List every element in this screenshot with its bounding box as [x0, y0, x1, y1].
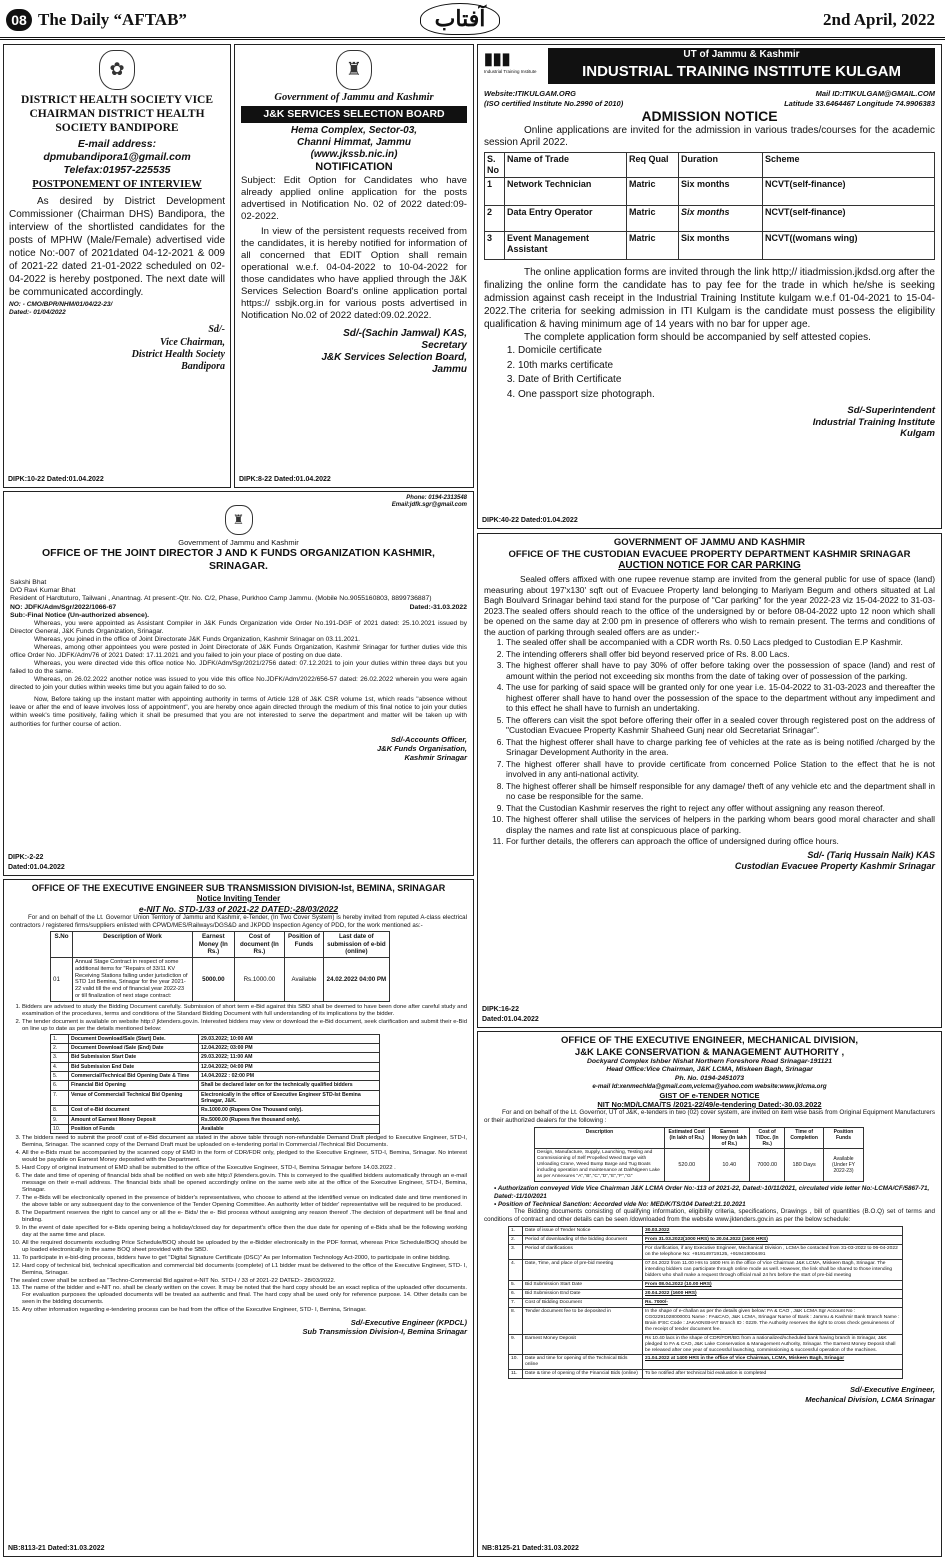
- ad-bemina-tender: [3, 879, 474, 1557]
- evac-dipk: DIPK:16-22: [482, 1006, 519, 1014]
- funds-dated: Dated:01.04.2022: [8, 864, 65, 872]
- funds-ref-no: NO: JDFK/Adm/Sgr/2022/1066-67: [10, 603, 117, 611]
- iti-mail: Mail ID:ITIKULGAM@GMAIL.COM: [815, 89, 935, 99]
- iti-intro: Online applications are invited for the admission in various trades/courses for the academic session April 2022.: [484, 124, 935, 149]
- lcma-title-1: OFFICE OF THE EXECUTIVE ENGINEER, MECHANICAL DIVISION,: [561, 1035, 858, 1046]
- bemina-notes-2: [10, 1135, 467, 1276]
- ad-district-health-society: [3, 44, 231, 488]
- funds-gov: Government of Jammu and Kashmir: [178, 538, 299, 547]
- table-row: 4. Date, Time, and place of pre-bid meeting 07.04.2022 from 11.00 Hrs to 1600 Hrs in the office of Vice Chairman J&K LCMA, Miskeen Bagh, Srinagar. The intending bidders can participate through online mode as well. However, the link shall be shared to those intending bidders who shall make a request through official mail 24 hrs before the start of pre-bid meeting: [509, 1259, 903, 1280]
- list-item: 5. The offerers can visit the spot before offering their offer in a sealed cover through registered post on the address of "Custodian Evacuee Property Kashmir Shaheed Gunj near old Secretariat Srinagar".: [506, 715, 935, 736]
- funds-sign-1: Sd/-Accounts Officer,: [390, 734, 467, 744]
- iti-th-qual: Req Qual: [627, 153, 679, 178]
- list-item: 3. The bidders need to submit the proof/ cost of e-Bid document as stated in the above table through non-refundable Demand Draft pledged to Executive Engineer, STD-I, Bemina, Srinagar. The scanned copy of the Demand Draft must be uploaded on e-tendering portal in Commercial /Technical Bid Documents.: [22, 1135, 467, 1149]
- jkssb-website: (www.jkssb.nic.in): [310, 149, 398, 161]
- table-row: 4. Bid Submission End Date 12.04.2022; 04:00 PM: [51, 1062, 380, 1071]
- bemina-sub: Notice Inviting Tender: [196, 893, 281, 903]
- jkssb-dipk: DIPK:8-22 Dated:01.04.2022: [239, 476, 331, 484]
- table-row: 2. Period of downloading of the bidding document From 31.03.2022(1000 HRS) to 20.04.2022 (1600 HRS): [509, 1235, 903, 1244]
- table-row: 6. Financial Bid Opening Shall be declared later on for the technically qualified bidders: [51, 1081, 380, 1090]
- dhs-email-label: E-mail address:: [77, 138, 157, 151]
- list-item: 1. The sealed offer shall be accompanied with a CDR worth Rs. 0.50 Lacs pledged to Custodian E.P Kashmir.: [506, 637, 935, 648]
- bemina-th-emd: Earnest Money (In Rs.): [193, 932, 235, 958]
- funds-title: OFFICE OF THE JOINT DIRECTOR J AND K FUNDS ORGANIZATION KASHMIR, SRINAGAR.: [42, 547, 435, 572]
- list-item: 9. That the Custodian Kashmir reserves the right to reject any offer without assigning any reason thereof.: [506, 803, 935, 814]
- lcma-addr-1: Dockyard Complex Ishber Nishat Northern Foreshore Road Srinagar-191121: [586, 1058, 832, 1066]
- dhs-body: As desired by District Development Commissioner (Chairman DHS) Bandipora, the interview of the shortlisted candidates for the posts of MPHW (Male/Female) advertised vide notice No:-007 of 2021dated 04-12-2021 & 009 of 2021-22 dated 21-01-2022 scheduled on 02-04-2022 is hereby postponed. The next date will be communicated accordingly.: [9, 195, 225, 298]
- table-row: 8. Cost of e-Bid document Rs.1000.00 (Rupees One Thousand only).: [51, 1106, 380, 1115]
- lcma-nit: NIT No:MD/LCMA/TS /2021-22/49/e-tendering Dated:-30.03.2022: [597, 1099, 822, 1109]
- evac-sign-2: Custodian Evacuee Property Kashmir Srinagar: [734, 860, 935, 871]
- list-item: 11. For further details, the offerers can approach the office of undersigned during office hours.: [506, 836, 935, 847]
- list-item: 4. One passport size photograph.: [518, 388, 935, 402]
- paper-name: The Daily “AFTAB”: [38, 10, 187, 29]
- jkssb-subject: Subject: Edit Option for Candidates who have already applied online application for the posts advertised in Notification No. 02 of 2022 dated:09-02-2022.: [241, 174, 467, 222]
- jkssb-address-2: Channi Himmat, Jammu: [297, 137, 411, 149]
- funds-addressee-3: Resident of Hardtuturo, Tailwani , Anantnag. At present:-Qtr. No. C/2, Phase, Purkhoo Camp Jammu. (Mobile No.9055160803, 8899736887): [10, 595, 432, 603]
- jkssb-sign-3: J&K Services Selection Board,: [321, 352, 467, 364]
- dhs-dipk: DIPK:10-22 Dated:01.04.2022: [8, 476, 104, 484]
- lcma-title-2: J&K LAKE CONSERVATION & MANAGEMENT AUTHORITY ,: [574, 1046, 845, 1058]
- dhs-sign-1: Sd/-: [208, 324, 225, 336]
- table-row: 3. Bid Submission Start Date 29.03.2022; 11:00 AM: [51, 1053, 380, 1062]
- bemina-sign-2: Sub Transmission Division-I, Bemina Srinagar: [302, 1327, 467, 1337]
- list-item: 6. That the highest offerer shall have to charge parking fee of vehicles at the rate as is being notified /charged by the Srinagar Development Authority in the area.: [506, 737, 935, 758]
- iti-website: Website:ITIKULGAM.ORG: [484, 89, 576, 99]
- ad-jkssb: [234, 44, 474, 488]
- bemina-th-cost: Cost of document (In Rs.): [234, 932, 284, 958]
- funds-subject: Sub:-Final Notice (Un-authorized absence).: [10, 611, 149, 619]
- list-item: 13. The name of the bidder and e-NIT no. shall be clearly written on the cover. It may be noted that the hard copy should be an exact replica of the uploaded offer documents. For evaluation purposes the uploaded documents will be treated as authentic and final. The hard copy shall be used only for reference purpose. 14. Other details can be seen in the bidding documents.: [22, 1285, 467, 1306]
- iti-sign-2: Industrial Training Institute: [812, 416, 935, 428]
- funds-email: Email:jdfk.sgr@gmail.com: [391, 502, 467, 509]
- lcma-th-emd: Earnest Money (In lakh of Rs.): [709, 1128, 749, 1149]
- bemina-work-table: [50, 931, 390, 1002]
- dhs-sign-3: District Health Society: [131, 348, 225, 360]
- lcma-intro: For and on behalf of the Lt. Governor, UT of J&K, e-tenders in two (02) cover system, are invited on item wise basis from Original Equipment Manufacturers or their authorized dealers for the following :: [484, 1108, 935, 1124]
- list-item: 4. All the e-Bids must be accompanied by the scanned copy of EMD in the form of CDR/FDR only, pledged to the Executive Engineer, STD-I, Bemina, Srinagar. No interest would be payable on Earnest Money deposited with the Department.: [22, 1150, 467, 1164]
- bemina-intro: For and on behalf of the Lt. Governor Union Territory of Jammu and Kashmir, e-Tender, (In Two Cover System) is hereby invited from reputed A-class electrical contractors / registered firms/suppliers enlisted with CPWD/MES/Railways/DGS&D and JKPDD Inspection Agency of PDD, for the work mentioned as:-: [10, 914, 467, 929]
- table-row: 5. Bid Submission Start Date From 08.04.2022 (10.00 HRS): [509, 1280, 903, 1289]
- bemina-sign-1: Sd/-Executive Engineer (KPDCL): [350, 1317, 467, 1327]
- bemina-nb: NB:8113-21 Dated:31.03.2022: [8, 1545, 105, 1553]
- funds-phone: Phone: 0194-2313548: [406, 495, 467, 501]
- iti-trades-table: [484, 152, 935, 260]
- evac-terms-list: [484, 637, 935, 847]
- funds-p5: Whereas, on 26.02.2022 another notice was issued to you vide this office No.JDFK/Adm/2022/656-57 dated: 26.02.2022 wherein you were again directed to join your duties within weeks time but you again failed to do so.: [10, 676, 467, 692]
- ad-jk-funds: [3, 491, 474, 876]
- table-row: 11. Date & time of opening of the Financial Bids (online) To be notified after technical bid evaluation is completed: [509, 1370, 903, 1379]
- table-row: 01 Annual Stage Contract in respect of some additional items for "Repairs of 33/11 KV Receiving Stations falling under jurisdiction of STD 1st Bemina, Srinagar for the year 2021-22 valid till the end of financial year 2022-23 or till finalization of next stage contract: 5000.00 Rs.1000.00 Available 24.02.2022 04:00 PM: [51, 957, 390, 1001]
- lcma-gist: GIST OF e-TENDER NOTICE: [659, 1090, 760, 1100]
- list-item: 10. All the required documents excluding Price Schedule/BOQ should be uploaded by the e-Bidder electronically in the PDF format, whereas Price Schedule/BOQ should be up loaded electronically in the same BOQ sheet provided with the SBD.: [22, 1240, 467, 1254]
- list-item: 15. Any other information regarding e-tendering process can be had from the office of the Executive Engineer, STD- I, Bemina, Srinagar.: [22, 1307, 467, 1314]
- iti-th-sno: S. No: [485, 153, 505, 178]
- bemina-th-sno: S.No: [51, 932, 73, 958]
- bemina-notes-3: [10, 1285, 467, 1314]
- list-item: 7. The highest offerer shall have to provide certificate from concerned Police Station to the effect that he is not involved in any anti-national activity.: [506, 759, 935, 780]
- dhs-ref-date: Dated:- 01/04/2022: [9, 308, 66, 316]
- lcma-sign-2: Mechanical Division, LCMA Srinagar: [805, 1394, 935, 1404]
- table-row: 2. Document Download /Sale (End) Date 12.04.2022; 03:00 PM: [51, 1043, 380, 1052]
- table-row: 7. Cost of Bidding Document Rs. 7000/-: [509, 1298, 903, 1307]
- bemina-enit: e-NIT No. STD-1/33 of 2021-22 DATED:-28/03/2022: [138, 903, 339, 914]
- nhm-emblem-icon: ✿: [99, 50, 135, 90]
- publication-date: 2nd April, 2022: [823, 10, 935, 29]
- bemina-title: OFFICE OF THE EXECUTIVE ENGINEER SUB TRANSMISSION DIVISION-Ist, BEMINA, SRINAGAR: [31, 883, 446, 893]
- iti-dipk: DIPK:40-22 Dated:01.04.2022: [482, 517, 578, 525]
- lcma-nb: NB:8125-21 Dated:31.03.2022: [482, 1545, 579, 1553]
- dhs-sign-4: Bandipora: [181, 360, 225, 372]
- table-row: 10. Date and time for opening of the Technical Bids online 21.04.2022 at 1400 HRS in the office of Vice Chairman, LCMA, Miskeen Bagh, Srinagar: [509, 1355, 903, 1370]
- ad-evacuee-property: [477, 533, 942, 1028]
- lcma-phone: Ph. No. 0194-2451073: [674, 1074, 745, 1082]
- bemina-th-lastdate: Last date of submission of e-bid (online): [323, 932, 389, 958]
- table-row: 1. Document Download/Sale (Start) Date. 29.03.2022; 10:00 AM: [51, 1034, 380, 1043]
- lcma-schedule-table: [508, 1226, 903, 1380]
- funds-addressee-1: Sakshi Bhat: [10, 578, 47, 586]
- list-item: 10. The highest offerer shall utilise the services of helpers in the parking whom bears good moral character and shall display the names and rate list at conspicuous place of parking.: [506, 814, 935, 835]
- table-row: 1 Network Technician Matric Six months NCVT(self-finance): [485, 178, 935, 206]
- bemina-th-funds: Position of Funds: [285, 932, 324, 958]
- lcma-tech: • Position of Technical Sanction: Accorded vide No: MED/K/TS/104 Dated:21.10.2021: [494, 1200, 746, 1208]
- table-row: Design, Manufacture, Supply, Launching, Testing and Commissioning of Self Propelled Weed Barge with Unloading Crane, Weed Bump Barge and Tug Boats including operation and maintenance at Dal/Nigeen Lake as per Annexures "A","B","C","D","E","F","G" 520.00 10.40 7000.00 180 Days Available (Under FY 2022-23): [535, 1149, 864, 1182]
- jkssb-sign-4: Jammu: [431, 364, 467, 376]
- jkssb-address-1: Hema Complex, Sector-03,: [290, 124, 418, 136]
- lcma-work-table: [534, 1127, 864, 1182]
- list-item: 8. The Department reserves the right to cancel any or all the e- Bids/ the e- Bid process without assigning any reason thereof .The decision of department will be final and binding.: [22, 1210, 467, 1224]
- table-row: 7. Venue of Commercial/ Technical Bid Opening Electronically in the office of Executive Engineer STD-Ist Bemina Srinagar, J&K.: [51, 1090, 380, 1106]
- table-row: 2 Data Entry Operator Matric Six months NCVT(self-finance): [485, 206, 935, 232]
- iti-logo: ▮▮▮ Industrial Training Institute: [484, 49, 542, 74]
- jkssb-sign-2: Secretary: [421, 339, 467, 351]
- funds-p1: Whereas, you were appointed as Assistant Compiler in J&K Funds Organization vide Order No.191-DGF of 2021 dated: 25.10.2021 issued by Director General, J&K Funds Organization, Srinagar.: [10, 620, 467, 636]
- evac-title: OFFICE OF THE CUSTODIAN EVACUEE PROPERTY DEPARTMENT KASHMIR SRINAGAR: [508, 548, 911, 560]
- list-item: 9. In the event of date specified for e-Bids opening being a holiday/closed day for department's office then the due date for opening of e-Bids shall be the following working day at the same time and place.: [22, 1225, 467, 1239]
- jkssb-gov: Government of Jammu and Kashmir: [274, 92, 434, 103]
- ad-iti-kulgam: [477, 44, 942, 529]
- jkssb-body: In view of the persistent requests received from the candidates, it is hereby notified for information of all concerned that EDIT Option shall remain operational w.e.f. 04-04-2022 to 10-04-2022 for those candidates who have applied through the J&K Services Selection Board's online application portal https:// ssbjk.org.in for various posts advertised in Notification No.02 of 2022 dated:09.02.2022.: [241, 225, 467, 321]
- lcma-auth: • Authorization conveyed Vide Vice Chairman J&K LCMA Order No:-113 of 2021-22, Dated:-10/11/2021, circulated vide letter No:-LCMA/CF/5867-71, Dated:-11/10/2021: [494, 1185, 930, 1201]
- funds-sign-2: J&K Funds Organisation,: [376, 743, 467, 753]
- bemina-notes-1: [10, 1004, 467, 1033]
- jk-emblem-icon: ♜: [336, 50, 372, 90]
- lcma-sign-1: Sd/-Executive Engineer,: [849, 1385, 935, 1395]
- lcma-th-cost: Cost of T/Doc. (In Rs.): [750, 1128, 785, 1149]
- dhs-email: dpmubandipora1@gmail.com: [43, 151, 191, 164]
- list-item: 2. The intending offerers shall offer bid beyond reserved price of Rs. 8.00 Lacs.: [506, 649, 935, 660]
- lcma-th-funds: Position Funds: [823, 1128, 863, 1149]
- list-item: 7. The e-Bids will be electronically opened in the presence of bidder's representatives, who choose to attend at the identified venue on indicated date and time mentioned in the above table or any subsequent day to the convenience of the Tender Opening Committee. An authority letter of bidder' representative will be required to be produced.: [22, 1195, 467, 1209]
- table-row: 1. Date of issue of Tender Notice 30.03.2022: [509, 1226, 903, 1235]
- iti-para-1: The online application forms are invited through the link http;// itiadmission.jkdsd.org after the finalizing the online form the candidate has to pay fee for the trade in which he/she is seeking admission against cash receipt in the Industrial Training Institute kulgam w.e.f 01-04-2021 to 15-04-2022.The criteria for seeking admission in ITI Kulgam is the candidate must possess the eligibility qualification & having minimum age of 14 years with no bar for upper age.: [484, 267, 935, 331]
- table-row: 10. Position of Funds Available: [51, 1125, 380, 1134]
- page-number: 08: [6, 9, 32, 31]
- list-item: 3. The highest offerer shall have to pay 30% of offer before taking over the possession of space (land) and rest of amount within the period not exceeding six months from the date of taking over of possession of the parking.: [506, 660, 935, 681]
- list-item: 2. The tender document is available on website http:// jktenders.gov.in. Interested bidders may view or download the e-Bid document, seek clarification and submit their e-Bid on line up to date as per the details mentioned below:: [22, 1019, 467, 1033]
- bemina-schedule-table: [50, 1034, 380, 1135]
- dhs-sign-2: Vice Chairman,: [159, 336, 225, 348]
- evac-intro: Sealed offers affixed with one rupee revenue stamp are invited from the general public for use of space (land) measuring about 197'x130' sqft out of Evacuee Property land belonging to Mariyam Begum and others situated at Lal Bagh Boulvard Srinagar behind taxi stand for the purpose of "Car parking" for the year 2022-23 viz 15-04-2022 to 31-03-2023.The sealed offers should reach to the office of the undersigned by or before 08-04-2022 upto 12 noon which shall be opened on the same day at 2:00 pm in presence of offerers who wish to remain present. The terms and conditions of the auction of parking through sealed offers are as under:-: [484, 574, 935, 637]
- iti-iso: (ISO certified Institute No.2990 of 2010): [484, 98, 624, 108]
- evac-gov: GOVERNMENT OF JAMMU AND KASHMIR: [613, 537, 806, 548]
- list-item: 3. Date of Brith Certificate: [518, 373, 935, 387]
- table-row: 3. Period of clarifications For clarification, if any Executive Engineer, Mechanical Division , LCMA be contacted from 31-03-2022 to 06-04-2022 on the telephone No: +919149719125, +919419004491: [509, 1244, 903, 1259]
- table-row: 3 Event Management Assistant Matric Six months NCVT((womans wing): [485, 232, 935, 260]
- list-item: 1. Bidders are advised to study the Bidding Document carefully. Submission of short term e-Bid against this SBD shall be deemed to have been done after careful study and examination of the procedures, terms and conditions of the Standard Bidding Document with full understanding of its implications by the bidder.: [22, 1004, 467, 1018]
- lcma-mail: e-mail Id:xenmechlda@gmail.com,vclcma@yahoo.com website:www.jklcma.org: [592, 1083, 827, 1090]
- list-item: 6. The date and time of opening of financial bids shall be notified on web site http:// jktenders.gov.in. This is conveyed to the qualified bidders automatically through an e-mail message on their e-mail address. The financial bids shall be opened accordingly online on the same web site at the office of the Executive Engineer, STD-I, Bemina, Srinagar.: [22, 1173, 467, 1194]
- jkssb-sign-1: Sd/-(Sachin Jamwal) KAS,: [343, 327, 467, 339]
- list-item: 1. Domicile certificate: [518, 344, 935, 358]
- funds-p2: Whereas, you joined in the office of Joint Directorate J&K Funds Organization, Kashmir Srinagar on 03.11.2021.: [34, 636, 360, 644]
- dhs-telefax: Telefax:01957-225535: [63, 163, 171, 176]
- funds-p3: Whereas, among other appointees you were posted in Joint Directorate of J&K Funds Organization, Kashmir Srinagar for further duties vide this office Order No. JDFK/Adm/76 of 2021 Dated: 17.11.2021 and you failed to join your place of posting on due date.: [10, 644, 467, 660]
- funds-p4: Whereas, you were directed vide this office notice No. JDFK/Adm/Sgr/2021/2756 dated: 07.12.2021 to join your duties within three days but you failed to do the same.: [10, 660, 467, 676]
- iti-sign-1: Sd/-Superintendent: [847, 405, 935, 417]
- iti-latlong: Latitude 33.6464467 Longitude 74.9906383: [784, 98, 935, 108]
- list-item: 12. Hard copy of technical bid, technical specification and commercial bid documents (complete) of L1 bidder must be delivered to the office of the Executive Engineer, STD- I, Bemina, Srinagar.: [22, 1263, 467, 1277]
- evac-heading: AUCTION NOTICE FOR CAR PARKING: [618, 560, 801, 572]
- lcma-th-time: Time of Completion: [785, 1128, 824, 1149]
- list-item: 4. The use for parking of said space will be granted only for one year i.e. 15-04-2022 to 31-03-2023 and thereafter the highest offerer shall have to hand over the possession of the space to the department without any impediment and to this effect he shall have to furnish an undertaking.: [506, 682, 935, 714]
- dhs-title: DISTRICT HEALTH SOCIETY VICE CHAIRMAN DISTRICT HEALTH SOCIETY BANDIPORE: [20, 94, 214, 134]
- dhs-heading: POSTPONEMENT OF INTERVIEW: [32, 178, 202, 190]
- table-row: 9. Earnest Money Deposit Rs 10.40 lacs in the shape of CDR/FDR/BG from a nationalized/scheduled bank having branch in Srinagar, J&K pledged to FA & CAO, J&K Lake Conservation & Management Authority, Srinagar. The Earnest Money Deposit shall be released after one year of successful launching, commissioning & successful operation of the machines.: [509, 1334, 903, 1355]
- lcma-addr-2: Head Office:Vice Chairman, J&K LCMA, Miskeen Bagh, Srinagar: [606, 1066, 813, 1074]
- funds-sign-3: Kashmir Srinagar: [404, 752, 467, 762]
- iti-th-scheme: Scheme: [763, 153, 935, 178]
- jkssb-title: J&K SERVICES SELECTION BOARD: [241, 106, 467, 123]
- jk-emblem-icon: ♜: [225, 505, 253, 535]
- table-row: 8. Tender document fee to be deposited in In the shape of e-challan as per the details given below: FA & CAO , J&K LCMA Sgr Account No : CG02291028000001 Name : FA&CAO, J&K LCMA, Srinagar Name of Bank : Jammu & Kashmir Bank Branch Name : Brain IFSC Code : JAKA0NISHAT Branch ID : 0229. The Authority reserves the right to cross check genuineness of the receipt of tender document fee.: [509, 1307, 903, 1334]
- iti-sign-3: Kulgam: [900, 428, 935, 440]
- masthead: [0, 0, 945, 40]
- iti-docs-list: [484, 344, 935, 401]
- lcma-th-desc: Description: [535, 1128, 665, 1149]
- bemina-th-desc: Description of Work: [73, 932, 193, 958]
- lcma-th-est: Estimated Cost (In lakh of Rs.): [665, 1128, 710, 1149]
- list-item: 11. To participate in e-bid-ding process, bidders have to get "Digital Signature Certificate (DSC)" As per Information Technology Act-2000, to participate in online bidding.: [22, 1255, 467, 1262]
- table-row: 5. Commercial/Technical Bid Opening Date & Time 14.04.2022 : 02:00 PM: [51, 1072, 380, 1081]
- evac-dated: Dated:01.04.2022: [482, 1016, 539, 1024]
- dhs-ref-no: NO: - CMO/BPR/NHM/01/04/22-23/: [9, 300, 113, 308]
- iti-logo-icon: ▮▮▮: [484, 51, 511, 68]
- iti-para-2: The complete application form should be accompanied by self attested copies.: [524, 332, 871, 344]
- funds-dipk: DIPK:-2-22: [8, 854, 44, 862]
- iti-ut: UT of Jammu & Kashmir: [548, 48, 935, 62]
- funds-addressee-2: D/O Ravi Kumar Bhat: [10, 587, 76, 595]
- list-item: 2. 10th marks certificate: [518, 359, 935, 373]
- iti-heading: ADMISSION NOTICE: [641, 107, 778, 124]
- bemina-sealed: The sealed cover shall be scribed as "Techno-Commercial Bid against e-NIT No. STD-I / 33 of 2021-22 DATED:- 28/03/2022.: [10, 1277, 336, 1284]
- lcma-docs: The Bidding documents consisting of qualifying information, eligibility criteria, specifications, Drawings , bill of quantities (B.O.Q) set of terms and conditions of contract and other details can be seen /downloaded from the website www.jktenders.gov.in as per the below schedule:: [484, 1208, 935, 1224]
- aftab-logo: آفتاب: [420, 3, 500, 35]
- table-row: 6. Bid Submission End Date 20.04.2022 (1600 HRS): [509, 1289, 903, 1298]
- ad-lcma-tender: [477, 1031, 942, 1557]
- evac-sign-1: Sd/- (Tariq Hussain Naik) KAS: [807, 849, 935, 860]
- table-row: 9. Amount of Earnest Money Deposit Rs.5000.00 (Rupees five thousand only).: [51, 1115, 380, 1124]
- jkssb-heading: NOTIFICATION: [315, 161, 393, 174]
- list-item: 8. The highest offerer shall be himself responsible for any damage/ theft of any vehicle etc and the department shall in no case be responsible for the same.: [506, 781, 935, 802]
- iti-title: INDUSTRIAL TRAINING INSTITUTE KULGAM: [548, 62, 935, 84]
- iti-th-duration: Duration: [679, 153, 763, 178]
- funds-p6: Now, Before taking up the instant matter with appointing authority in terms of Article 128 of J&K CSR volume 1st, which reads "absence without leave or after the end of leave involves loss of appointment", you are hereby once again directed through the medium of this final notice to join your duties within week's time positively, failing which it shall be presumed that you are not interested to serve the department and matter will be taken up with authorities for further course of action.: [10, 696, 467, 728]
- iti-th-trade: Name of Trade: [505, 153, 627, 178]
- funds-ref-date: Dated:-31.03.2022: [409, 603, 467, 611]
- list-item: 5. Hard Copy of original instrument of EMD shall be submitted to the office of the Executive Engineer, STD-I, Bemina Srinagar before 14.03.2022 .: [22, 1165, 467, 1172]
